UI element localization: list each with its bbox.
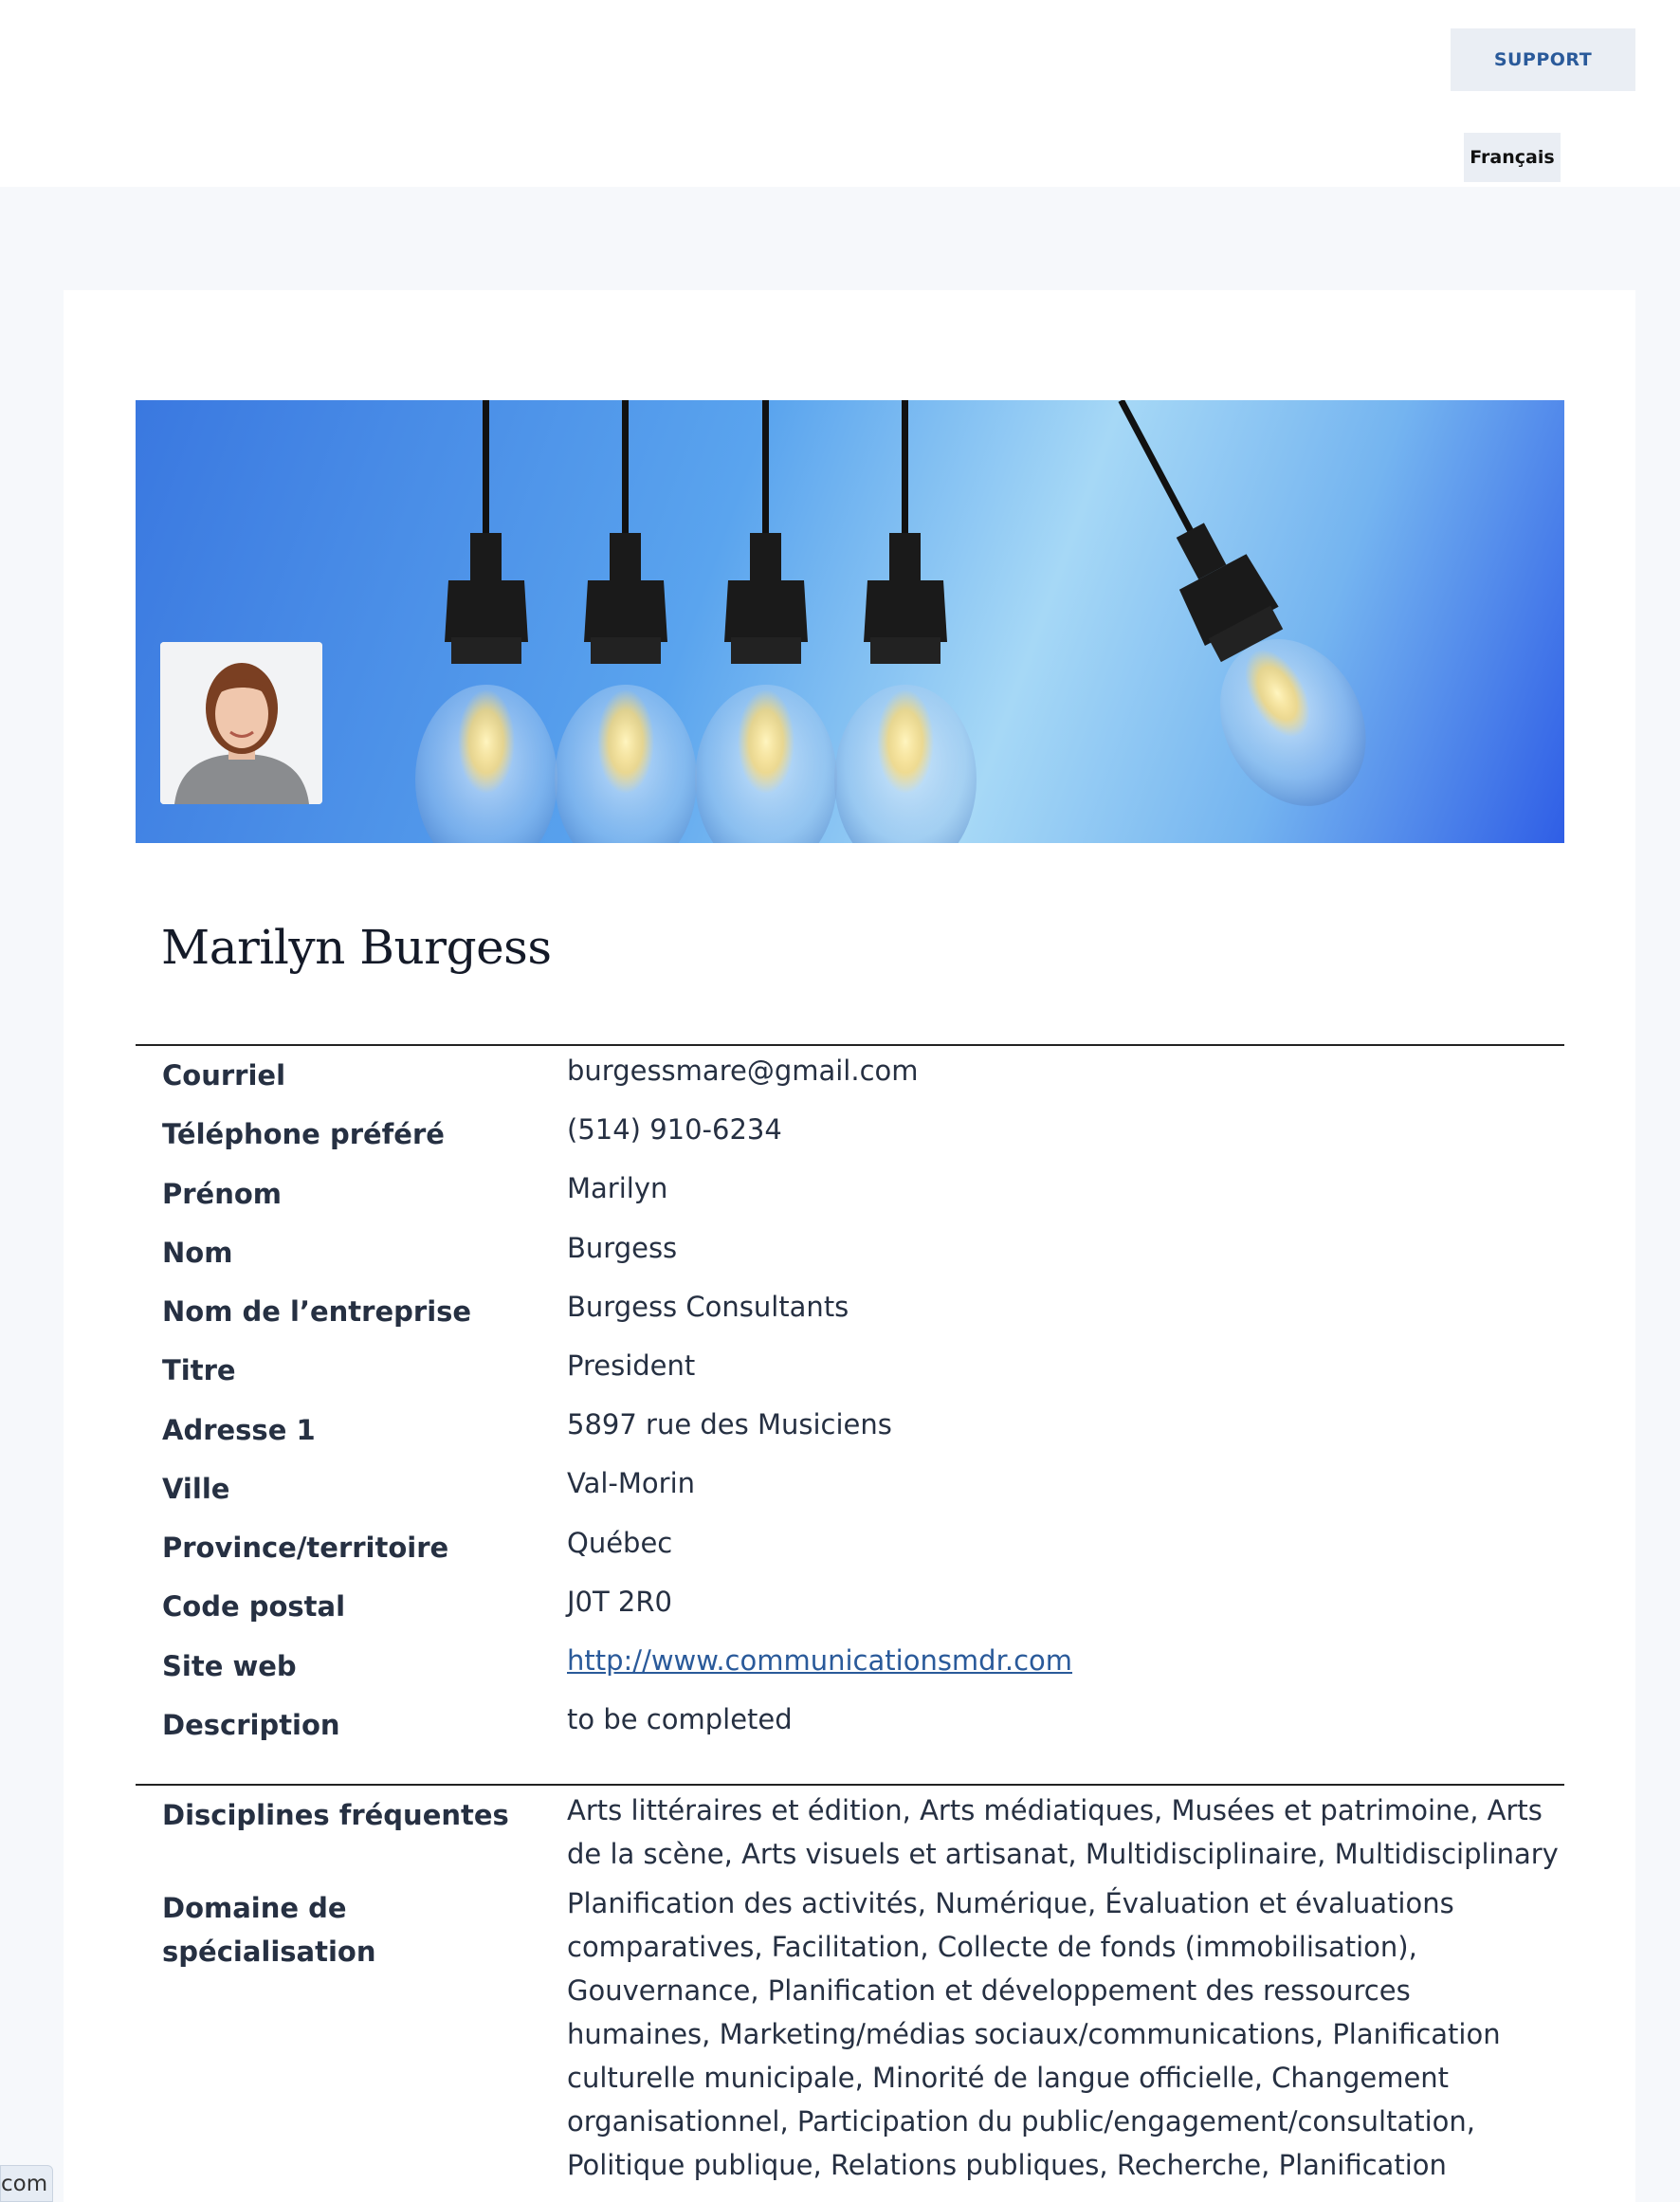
field-label-specialization: Domaine de spécialisation <box>162 1892 376 1968</box>
field-value-email: burgessmare@gmail.com <box>567 1055 919 1087</box>
profile-banner-image <box>136 400 1564 843</box>
field-value-last-name: Burgess <box>567 1232 678 1264</box>
lightbulbs-illustration <box>136 400 1564 843</box>
support-button[interactable]: SUPPORT <box>1451 28 1635 91</box>
field-label-phone: Téléphone préféré <box>162 1118 445 1150</box>
browser-status-url: com <box>0 2165 53 2202</box>
profile-avatar <box>160 642 322 804</box>
field-value-website <box>567 1639 1562 1682</box>
divider-expertise-top <box>136 1784 1564 1786</box>
field-label-address: Adresse 1 <box>162 1414 316 1446</box>
bulb-5-swinging <box>1061 400 1394 832</box>
field-label-postal-code: Code postal <box>162 1590 346 1623</box>
field-label-website: Site web <box>162 1650 297 1682</box>
field-label-description: Description <box>162 1709 340 1741</box>
field-label-first-name: Prénom <box>162 1178 283 1210</box>
field-label-city: Ville <box>162 1473 230 1505</box>
bulb-4 <box>834 400 977 843</box>
field-value-title: President <box>567 1349 696 1382</box>
field-value-province: Québec <box>567 1527 673 1559</box>
field-label-last-name: Nom <box>162 1237 233 1269</box>
field-label-company: Nom de l’entreprise <box>162 1295 472 1328</box>
bulb-3 <box>695 400 837 843</box>
field-value-city: Val-Morin <box>567 1467 696 1499</box>
bulb-2 <box>555 400 697 843</box>
website-link[interactable]: http://www.communicationsmdr.com <box>567 1644 1073 1677</box>
bulb-1 <box>415 400 557 843</box>
field-label-title: Titre <box>162 1354 236 1386</box>
field-value-address: 5897 rue des Musiciens <box>567 1408 892 1440</box>
field-label-email: Courriel <box>162 1059 286 1092</box>
field-value-first-name: Marilyn <box>567 1172 668 1204</box>
field-value-postal-code: J0T 2R0 <box>567 1586 672 1618</box>
field-value-specialization: Planification des activités, Numérique, Évaluation et évaluations comparatives, Facilitation, Collecte de fonds (immobilisation), Gouvernance, Planification et développement des ressources humaines, Marketing/médias sociaux/communications, Planification culturelle municipale, Minorité de langue officielle, Changement organisationnel, Participation du public/engagement/consultation, Politique publique, Relations publiques, Recherche, Planification <box>567 1887 1501 2181</box>
page-title: Marilyn Burgess <box>161 920 552 975</box>
divider-contact-top <box>136 1044 1564 1046</box>
field-label-disciplines: Disciplines fréquentes <box>162 1799 509 1831</box>
top-header <box>0 0 1680 187</box>
avatar-portrait <box>160 642 322 804</box>
language-toggle-button[interactable]: Français <box>1464 133 1561 182</box>
field-value-description: to be completed <box>567 1703 793 1735</box>
field-value-phone: (514) 910-6234 <box>567 1113 782 1146</box>
field-label-province: Province/territoire <box>162 1532 449 1564</box>
field-value-disciplines: Arts littéraires et édition, Arts médiatiques, Musées et patrimoine, Arts de la scène, Arts visuels et artisanat, Multidisciplinaire, Multidisciplinary <box>567 1794 1559 1870</box>
field-value-company: Burgess Consultants <box>567 1291 849 1323</box>
